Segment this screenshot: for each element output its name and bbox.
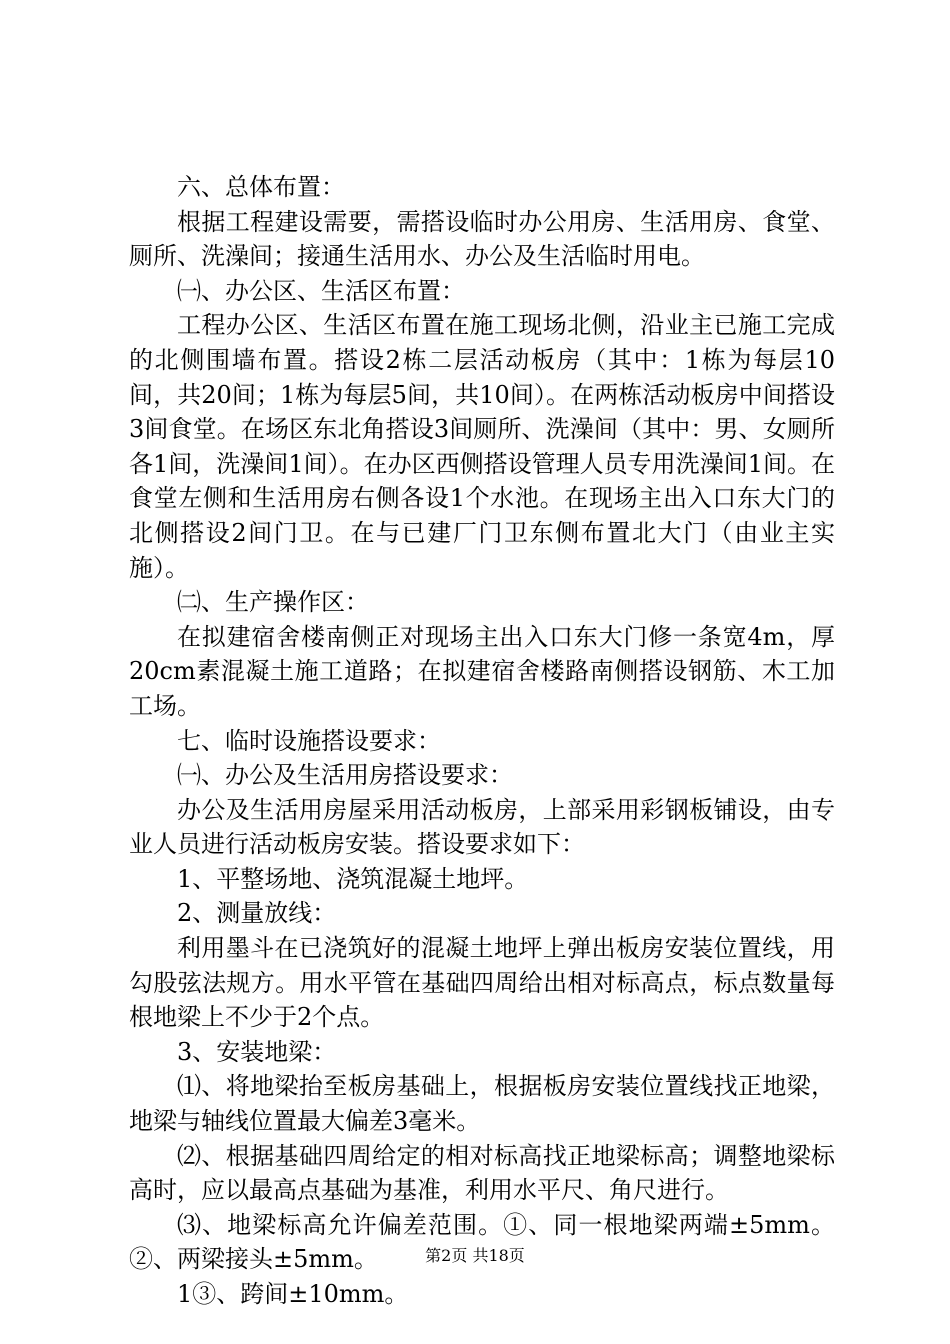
list-item: 1、平整场地、浇筑混凝土地坪。: [177, 864, 529, 893]
list-item: ⑵、根据基础四周给定的相对标高找正地梁标高；调整地梁标高时，应以最高点基础为基准，利用水平尺、角尺进行。: [129, 1141, 835, 1205]
list-item: 3、安装地梁：: [177, 1037, 337, 1066]
list-item: 1③、跨间±10mm。: [177, 1280, 409, 1308]
subsection-heading: ㈠、办公及生活用房搭设要求：: [177, 761, 513, 790]
paragraph: 办公及生活用房屋采用活动板房，上部采用彩钢板铺设，由专业人员进行活动板房安装。搭设要求如下：: [129, 795, 835, 859]
subsection-heading: ㈡、生产操作区：: [177, 588, 369, 617]
paragraph: 工程办公区、生活区布置在施工现场北侧，沿业主已施工完成的北侧围墙布置。搭设2栋二层活动板房（其中：1栋为每层10间，共20间；1栋为每层5间，共10间）。在两栋活动板房中间搭设3间食堂。在场区东北角搭设3间厕所、洗澡间（其中：男、女厕所各1间，洗澡间1间）。在办区西侧搭设管理人员专用洗澡间1间。在食堂左侧和生活用房右侧各设1个水池。在现场主出入口东大门的北侧搭设2间门卫。在与已建厂门卫东侧布置北大门（由业主实施）。: [129, 311, 835, 582]
paragraph: 利用墨斗在已浇筑好的混凝土地坪上弹出板房安装位置线，用勾股弦法规方。用水平管在基础四周给出相对标高点，标点数量每根地梁上不少于2个点。: [129, 934, 835, 1032]
paragraph: 根据工程建设需要，需搭设临时办公用房、生活用房、食堂、厕所、洗澡间；接通生活用水、办公及生活临时用电。: [129, 207, 835, 271]
section-heading: 六、总体布置：: [177, 173, 345, 201]
list-item: ⑴、将地梁抬至板房基础上，根据板房安装位置线找正地梁，地梁与轴线位置最大偏差3毫米。: [129, 1072, 835, 1136]
section-heading: 七、临时设施搭设要求：: [177, 726, 441, 755]
list-item: ⑶、地梁标高允许偏差范围。①、同一根地梁两端±5mm。②、两梁接头±5mm。: [129, 1210, 835, 1274]
list-item: 2、测量放线：: [177, 899, 337, 928]
subsection-heading: ㈠、办公区、生活区布置：: [177, 276, 465, 305]
page-number-footer: 第2页 共18页: [425, 1246, 525, 1265]
document-body: [129, 170, 835, 1312]
paragraph: 在拟建宿舍楼南侧正对现场主出入口东大门修一条宽4m，厚20cm素混凝土施工道路；在拟建宿舍楼路南侧搭设钢筋、木工加工场。: [129, 622, 835, 720]
